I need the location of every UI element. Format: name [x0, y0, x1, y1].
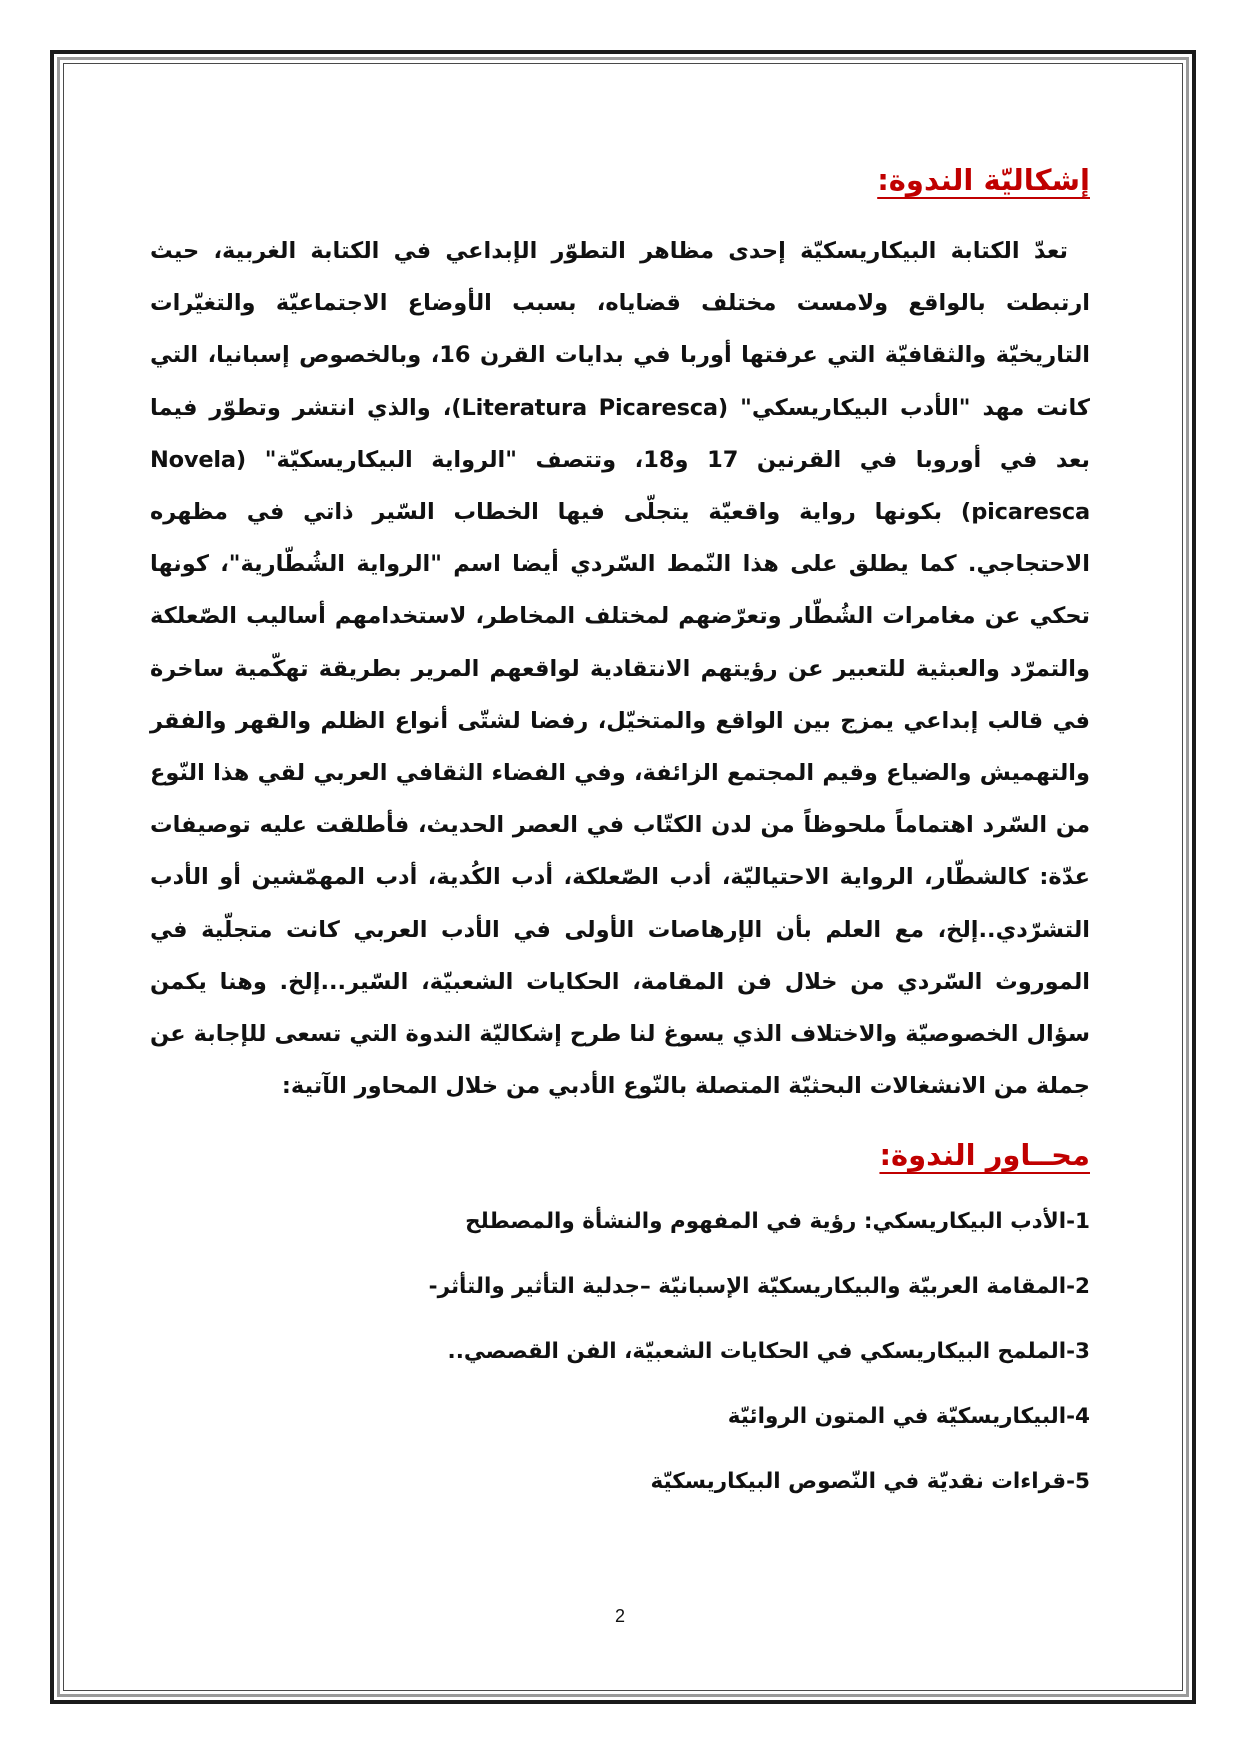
- axis-item-4: 4-البيكاريسكيّة في المتون الروائيّة: [727, 1404, 1090, 1430]
- problem-heading: إشكاليّة الندوة:: [877, 163, 1090, 197]
- axis-item-3: 3-الملمح البيكاريسكي في الحكايات الشعبيّة، الفن القصصي..: [447, 1339, 1090, 1365]
- document-body: [150, 155, 1090, 1527]
- axes-heading: محــاور الندوة:: [879, 1138, 1090, 1173]
- page-number: 2: [614, 1606, 625, 1626]
- problem-paragraph: تعدّ الكتابة البيكاريسكيّة إحدى مظاهر التطوّر الإبداعي في الكتابة الغربية، حيث ارتبطت بالواقع ولامست مختلف قضاياه، بسبب الأوضاع الاجتماعيّة والتغيّرات التاريخيّة والثقافيّة التي عرفتها أوربا في بدايات القرن 16، وبالخصوص إسبانيا، التي كانت مهد "الأدب البيكاريسكي" (Literatura Picaresca)، والذي انتشر وتطوّر فيما بعد في أوروبا في القرنين 17 و18، وتتصف "الرواية البيكاريسكيّة" (Novela picaresca) بكونها رواية واقعيّة يتجلّى فيها الخطاب السّير ذاتي في مظهره الاحتجاجي. كما يطلق على هذا النّمط السّردي أيضا اسم "الرواية الشُطّارية"، كونها تحكي عن مغامرات الشُطّار وتعرّضهم لمختلف المخاطر، لاستخدامهم أساليب الصّعلكة والتمرّد والعبثية للتعبير عن رؤيتهم الانتقادية لواقعهم المرير بطريقة تهكّمية ساخرة في قالب إبداعي يمزج بين الواقع والمتخيّل، رفضا لشتّى أنواع الظلم والقهر والفقر والتهميش والضياع وقيم المجتمع الزائفة، وفي الفضاء الثقافي العربي لقي هذا النّوع من السّرد اهتماماً ملحوظاً من لدن الكتّاب في العصر الحديث، فأطلقت عليه توصيفات عدّة: كالشطّار، الرواية الاحتياليّة، أدب الصّعلكة، أدب الكُدية، أدب المهمّشين أو الأدب التشرّدي..إلخ، مع العلم بأن الإرهاصات الأولى في الأدب العربي كانت متجلّية في الموروث السّردي من خلال فن المقامة، الحكايات الشعبيّة، السّير...إلخ. وهنا يكمن سؤال الخصوصيّة والاختلاف الذي يسوغ لنا طرح إشكاليّة الندوة التي تسعى للإجابة عن جملة من الانشغالات البحثيّة المتصلة بالنّوع الأدبي من خلال المحاور الآتية:: [150, 238, 1091, 1100]
- axis-item-2: 2-المقامة العربيّة والبيكاريسكيّة الإسبانيّة –جدلية التأثير والتأثر-: [428, 1274, 1090, 1300]
- axes-list: [150, 1202, 1090, 1527]
- axis-item-5: 5-قراءات نقديّة في النّصوص البيكاريسكيّة: [650, 1469, 1090, 1495]
- axis-item-1: 1-الأدب البيكاريسكي: رؤية في المفهوم والنشأة والمصطلح: [465, 1209, 1090, 1235]
